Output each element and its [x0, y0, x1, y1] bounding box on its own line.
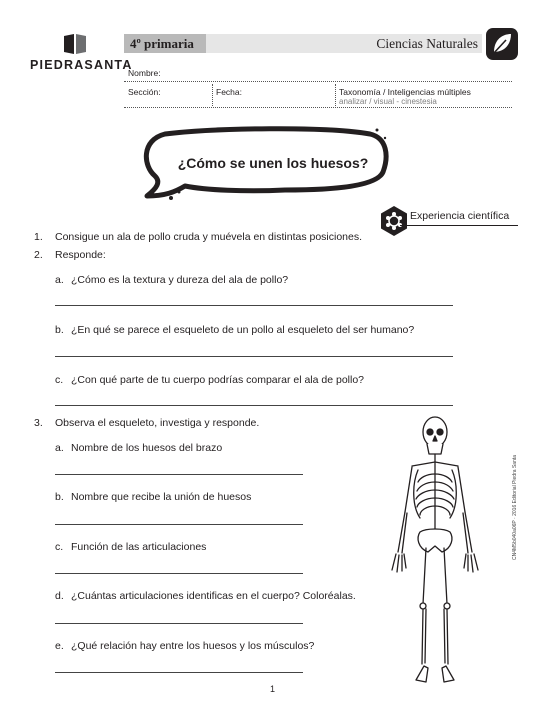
item-text: Consigue un ala de pollo cruda y muévela en distintas posiciones. — [55, 231, 363, 243]
taxonomy-sub: analizar / visual - cinestesia — [339, 97, 437, 106]
answer-line[interactable] — [55, 573, 303, 574]
question-text: Nombre que recibe la unión de huesos — [71, 491, 252, 503]
question-text: ¿Con qué parte de tu cuerpo podrías comparar el ala de pollo? — [71, 374, 365, 386]
question-text: ¿Cómo es la textura y dureza del ala de pollo? — [71, 274, 289, 286]
item-number: 2. — [34, 249, 43, 261]
section-label: Sección: — [128, 87, 161, 97]
name-label: Nombre: — [128, 68, 161, 78]
book-logo-icon — [62, 32, 88, 56]
item-number: 1. — [34, 231, 43, 243]
header-divider — [335, 84, 336, 106]
header-divider — [212, 84, 213, 106]
name-line[interactable] — [124, 81, 512, 82]
question-text: ¿En qué se parece el esqueleto de un pollo al esqueleto del ser humano? — [71, 324, 415, 336]
section-line — [124, 107, 512, 108]
copyright-note: CN4M5b040a06P · 2016 Editorial Piedra Santa — [512, 455, 518, 560]
question-letter: b. — [55, 324, 64, 336]
flask-badge-icon — [378, 205, 410, 237]
page-title: ¿Cómo se unen los huesos? — [177, 155, 369, 171]
question-text: ¿Qué relación hay entre los huesos y los músculos? — [71, 640, 315, 652]
question-letter: c. — [55, 374, 64, 386]
answer-line[interactable] — [55, 356, 453, 357]
question-letter: b. — [55, 491, 64, 503]
question-letter: a. — [55, 442, 64, 454]
skeleton-illustration — [378, 414, 492, 690]
answer-line[interactable] — [55, 623, 303, 624]
item-text: Observa el esqueleto, investiga y responde. — [55, 417, 260, 429]
experience-label: Experiencia científica — [410, 210, 510, 222]
leaf-icon — [484, 26, 520, 62]
question-letter: c. — [55, 541, 64, 553]
question-letter: a. — [55, 274, 64, 286]
subject-label: Ciencias Naturales — [376, 36, 478, 51]
item-number: 3. — [34, 417, 43, 429]
question-letter: e. — [55, 640, 64, 652]
grade-label: 4º primaria — [130, 36, 194, 51]
answer-line[interactable] — [55, 524, 303, 525]
date-label: Fecha: — [216, 87, 242, 97]
answer-line[interactable] — [55, 474, 303, 475]
brand-logo: PIEDRASANTA — [30, 58, 133, 72]
page-number: 1 — [270, 684, 276, 694]
question-text: ¿Cuántas articulaciones identificas en el cuerpo? Coloréalas. — [71, 590, 356, 602]
answer-line[interactable] — [55, 305, 453, 306]
question-text: Función de las articulaciones — [71, 541, 207, 553]
question-letter: d. — [55, 590, 64, 602]
experience-underline — [400, 225, 518, 226]
item-text: Responde: — [55, 249, 106, 261]
answer-line[interactable] — [55, 672, 303, 673]
taxonomy-label: Taxonomía / Inteligencias múltiples — [339, 87, 471, 97]
answer-line[interactable] — [55, 405, 453, 406]
question-text: Nombre de los huesos del brazo — [71, 442, 223, 454]
